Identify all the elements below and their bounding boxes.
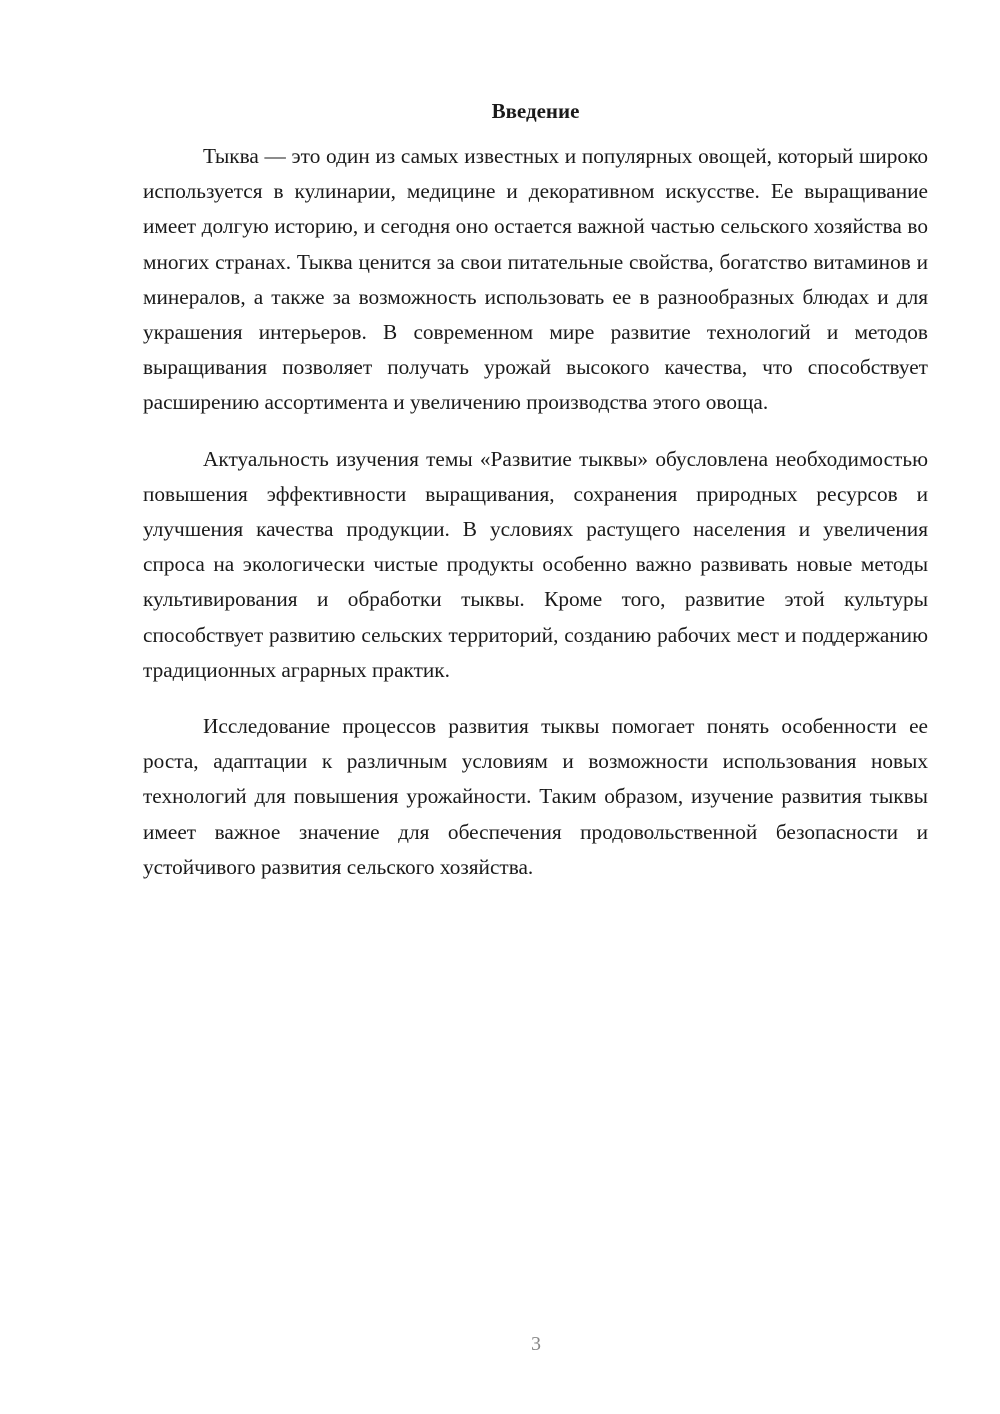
section-heading: Введение xyxy=(491,99,580,123)
paragraph-relevance: Актуальность изучения темы «Развитие тыквы» обусловлена необходимостью повышения эффективности выращивания, сохранения природных ресурсов и улучшения качества продукции. В условиях растущего населения и увеличения спроса на экологически чистые продукты особенно важно развивать новые методы культивирования и обработки тыквы. Кроме того, развитие этой культуры способствует развитию сельских территорий, созданию рабочих мест и поддержанию традиционных аграрных практик. xyxy=(143,446,928,682)
paragraph-research: Исследование процессов развития тыквы помогает понять особенности ее роста, адаптации к различным условиям и возможности использования новых технологий для повышения урожайности. Таким образом, изучение развития тыквы имеет важное значение для обеспечения продовольственной безопасности и устойчивого развития сельского хозяйства. xyxy=(143,714,928,879)
page-content xyxy=(143,96,928,906)
page-number: 3 xyxy=(531,1333,541,1355)
paragraph-intro: Тыква — это один из самых известных и популярных овощей, который широко используется в кулинарии, медицине и декоративном искусстве. Ее выращивание имеет долгую историю, и сегодня оно остается важной частью сельского хозяйства во многих странах. Тыква ценится за свои питательные свойства, богатство витаминов и минералов, а также за возможность использовать ее в разнообразных блюдах и для украшения интерьеров. В современном мире развитие технологий и методов выращивания позволяет получать урожай высокого качества, что способствует расширению ассортимента и увеличению производства этого овоща. xyxy=(143,144,928,415)
